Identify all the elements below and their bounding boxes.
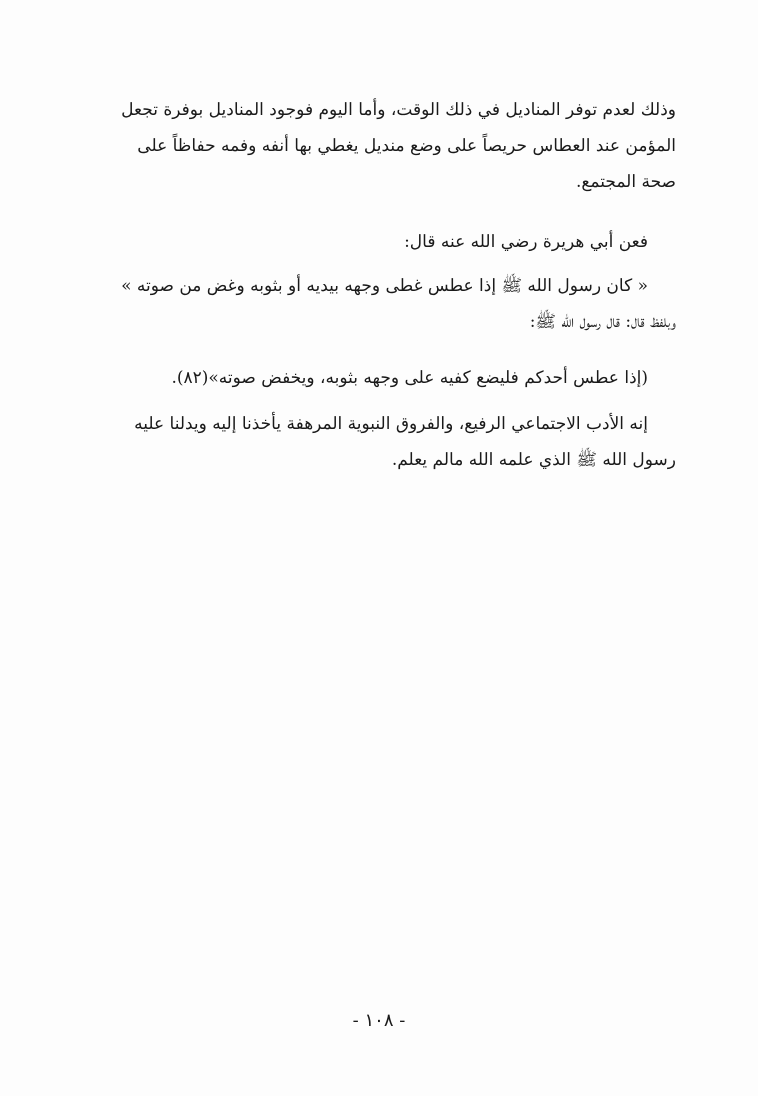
text-line: « كان رسول الله ﷺ إذا عطس غطى وجهه بيديه أو بثوبه وغض من صوته »	[121, 276, 648, 296]
text-line: فعن أبي هريرة رضي الله عنه قال:	[404, 232, 648, 252]
paragraph-hadith-quote	[62, 268, 676, 340]
text-line: صحة المجتمع.	[575, 172, 676, 192]
text-line: المؤمن عند العطاس حريصاً على وضع منديل يغطي بها أنفه وفمه حفاظاً على	[137, 136, 676, 156]
page-number: - ١٠٨ -	[352, 1010, 406, 1031]
text-line: (إذا عطس أحدكم فليضع كفيه على وجهه بثوبه، ويخفض صوته»(٨٢).	[171, 368, 648, 388]
text-line: وذلك لعدم توفر المناديل في ذلك الوقت، وأما اليوم فوجود المناديل بوفرة تجعل	[121, 100, 676, 120]
text-line: وبلفظ قال: قال رسول الله ﷺ:	[529, 312, 676, 332]
paragraph-narration-intro	[62, 224, 676, 260]
text-line: رسول الله ﷺ الذي علمه الله مالم يعلم.	[391, 450, 676, 470]
paragraph-handkerchief	[62, 92, 676, 200]
paragraph-conclusion	[62, 406, 676, 478]
paragraph-hadith-second	[62, 360, 676, 396]
text-line: إنه الأدب الاجتماعي الرفيع، والفروق النبوية المرهفة يأخذنا إليه ويدلنا عليه	[134, 414, 648, 434]
